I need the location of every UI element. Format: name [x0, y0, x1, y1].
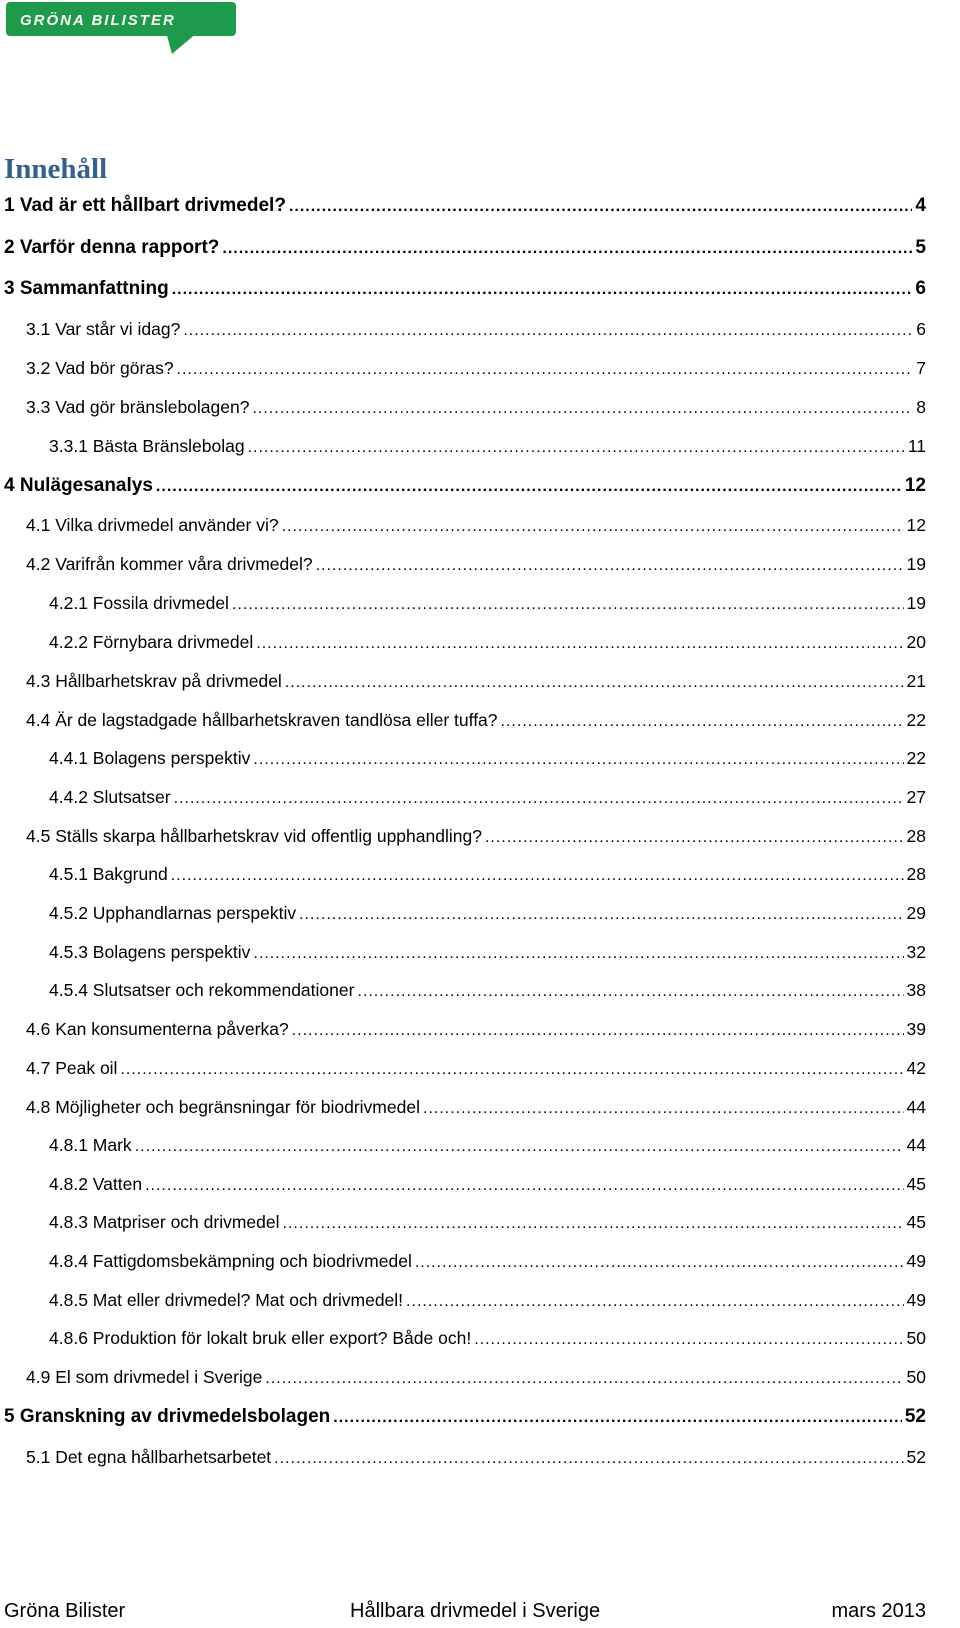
- toc-entry-label: 5.1 Det egna hållbarhetsarbetet: [26, 1447, 272, 1467]
- toc-entry-page: 6: [915, 278, 926, 299]
- toc-entry-label: 4 Nulägesanalys: [4, 475, 153, 496]
- toc-entry-page: 49: [906, 1290, 926, 1310]
- toc-dot-leader: [474, 1326, 903, 1354]
- toc-entry-page: 7: [916, 358, 926, 378]
- toc-dot-leader: [120, 1056, 903, 1084]
- toc-entry-page: 27: [906, 787, 926, 807]
- toc-entry-page: 22: [906, 748, 926, 768]
- toc-dot-leader: [253, 746, 903, 774]
- toc-entry[interactable]: [4, 1403, 926, 1431]
- toc-entry[interactable]: [26, 550, 926, 578]
- toc-entry-label: 4.3 Hållbarhetskrav på drivmedel: [26, 671, 282, 691]
- toc-entry[interactable]: [49, 1324, 926, 1352]
- toc-entry-page: 12: [904, 475, 926, 496]
- toc-entry-page: 44: [906, 1135, 926, 1155]
- toc-dot-leader: [172, 276, 913, 304]
- toc-entry-page: 44: [906, 1097, 926, 1117]
- toc-entry-label: 4.2.1 Fossila drivmedel: [49, 593, 229, 613]
- toc-dot-leader: [145, 1172, 903, 1200]
- toc-entry-label: 4.2.2 Förnybara drivmedel: [49, 632, 254, 652]
- toc-entry-page: 29: [906, 903, 926, 923]
- toc-entry[interactable]: [26, 1363, 926, 1391]
- toc-entry-label: 4.8.5 Mat eller drivmedel? Mat och drivmedel!: [49, 1290, 404, 1310]
- toc-entry[interactable]: [4, 234, 926, 262]
- toc-entry[interactable]: [26, 315, 926, 343]
- toc-entry-label: 4.5.3 Bolagens perspektiv: [49, 942, 251, 962]
- toc-entry-page: 42: [906, 1058, 926, 1078]
- toc-entry-label: 4.8.1 Mark: [49, 1135, 132, 1155]
- toc-entry-label: 4.8.4 Fattigdomsbekämpning och biodrivmedel: [49, 1251, 412, 1271]
- toc-entry[interactable]: [49, 1208, 926, 1236]
- toc-dot-leader: [501, 708, 904, 736]
- toc-entry[interactable]: [4, 275, 926, 303]
- toc-entry-label: 1 Vad är ett hållbart drivmedel?: [4, 195, 286, 216]
- toc-entry-page: 52: [904, 1406, 926, 1427]
- toc-dot-leader: [333, 1404, 902, 1432]
- toc-entry-page: 49: [906, 1251, 926, 1271]
- toc-dot-leader: [252, 395, 913, 423]
- toc-entry[interactable]: [26, 1015, 926, 1043]
- toc-dot-leader: [253, 940, 903, 968]
- toc-entry[interactable]: [4, 472, 926, 500]
- toc-entry[interactable]: [26, 667, 926, 695]
- toc-dot-leader: [248, 434, 905, 462]
- toc-entry[interactable]: [26, 354, 926, 382]
- svg-text:GRÖNA BILISTER: GRÖNA BILISTER: [20, 12, 176, 29]
- toc-entry-page: 45: [906, 1212, 926, 1232]
- toc-entry-page: 28: [906, 864, 926, 884]
- toc-entry-label: 4.4.2 Slutsatser: [49, 787, 171, 807]
- toc-entry-label: 3.3.1 Bästa Bränslebolag: [49, 436, 245, 456]
- toc-dot-leader: [316, 552, 904, 580]
- toc-entry-page: 5: [915, 237, 926, 258]
- toc-dot-leader: [174, 785, 904, 813]
- toc-entry[interactable]: [49, 899, 926, 927]
- toc-entry[interactable]: [26, 1093, 926, 1121]
- toc-entry-label: 5 Granskning av drivmedelsbolagen: [4, 1406, 331, 1427]
- toc-entry[interactable]: [26, 706, 926, 734]
- toc-entry-label: 4.7 Peak oil: [26, 1058, 118, 1078]
- toc-dot-leader: [285, 669, 904, 697]
- toc-entry-page: 19: [906, 554, 926, 574]
- toc-dot-leader: [274, 1445, 903, 1473]
- toc-entry[interactable]: [26, 511, 926, 539]
- toc-dot-leader: [171, 862, 904, 890]
- toc-entry-page: 11: [907, 436, 926, 456]
- toc-entry[interactable]: [49, 976, 926, 1004]
- toc-entry-page: 8: [916, 397, 926, 417]
- toc-entry-label: 4.9 El som drivmedel i Sverige: [26, 1367, 263, 1387]
- toc-entry-label: 4.8.6 Produktion för lokalt bruk eller export? Både och!: [49, 1328, 472, 1348]
- toc-dot-leader: [256, 630, 903, 658]
- toc-dot-leader: [265, 1365, 903, 1393]
- toc-entry-label: 4.6 Kan konsumenterna påverka?: [26, 1019, 289, 1039]
- toc-entry[interactable]: [49, 1247, 926, 1275]
- toc-entry-page: 22: [906, 710, 926, 730]
- toc-entry-label: 2 Varför denna rapport?: [4, 237, 220, 258]
- toc-entry-page: 32: [906, 942, 926, 962]
- toc-entry-page: 39: [906, 1019, 926, 1039]
- toc-entry-label: 3.1 Var står vi idag?: [26, 319, 181, 339]
- toc-dot-leader: [357, 978, 903, 1006]
- toc-dot-leader: [183, 317, 913, 345]
- toc-entry-label: 4.4.1 Bolagens perspektiv: [49, 748, 251, 768]
- toc-entry[interactable]: [26, 1443, 926, 1471]
- toc-title: Innehåll: [4, 153, 108, 185]
- page-footer: [0, 1596, 960, 1626]
- toc-dot-leader: [222, 235, 912, 263]
- toc-entry[interactable]: [49, 1286, 926, 1314]
- toc-dot-leader: [156, 473, 902, 501]
- toc-entry[interactable]: [49, 938, 926, 966]
- toc-entry-label: 4.8.3 Matpriser och drivmedel: [49, 1212, 280, 1232]
- toc-entry[interactable]: [49, 589, 926, 617]
- toc-dot-leader: [289, 193, 912, 221]
- toc-entry[interactable]: [49, 783, 926, 811]
- toc-entry-page: 50: [906, 1367, 926, 1387]
- footer-report-title: Hållbara drivmedel i Sverige: [350, 1600, 601, 1622]
- toc-entry[interactable]: [26, 393, 926, 421]
- toc-entry-label: 4.5.2 Upphandlarnas perspektiv: [49, 903, 297, 923]
- toc-entry[interactable]: [49, 432, 926, 460]
- toc-entry-page: 28: [906, 826, 926, 846]
- footer-date: mars 2013: [831, 1600, 926, 1622]
- toc-entry-label: 4.5 Ställs skarpa hållbarhetskrav vid offentlig upphandling?: [26, 826, 482, 846]
- toc-entry-page: 38: [906, 980, 926, 1000]
- toc-entry-page: 52: [906, 1447, 926, 1467]
- toc-entry-label: 4.4 Är de lagstadgade hållbarhetskraven tandlösa eller tuffa?: [26, 710, 498, 730]
- toc-dot-leader: [423, 1095, 904, 1123]
- toc-dot-leader: [283, 1210, 904, 1238]
- toc-entry-label: 3.3 Vad gör bränslebolagen?: [26, 397, 250, 417]
- toc-entry-page: 45: [906, 1174, 926, 1194]
- toc-entry-label: 3 Sammanfattning: [4, 278, 169, 299]
- toc-dot-leader: [177, 356, 914, 384]
- toc-entry-page: 19: [906, 593, 926, 613]
- toc-entry[interactable]: [4, 192, 926, 220]
- toc-entry[interactable]: [49, 860, 926, 888]
- toc-dot-leader: [232, 591, 904, 619]
- toc-entry-label: 4.2 Varifrån kommer våra drivmedel?: [26, 554, 313, 574]
- toc-entry-page: 6: [916, 319, 926, 339]
- toc-entry[interactable]: [26, 1054, 926, 1082]
- toc-dot-leader: [485, 824, 904, 852]
- toc-entry[interactable]: [49, 744, 926, 772]
- footer-organization: Gröna Bilister: [4, 1600, 126, 1622]
- toc-entry-page: 21: [906, 671, 926, 691]
- grona-bilister-logo: [6, 2, 248, 58]
- toc-entry-page: 50: [906, 1328, 926, 1348]
- toc-entry-label: 4.5.1 Bakgrund: [49, 864, 168, 884]
- toc-entry[interactable]: [49, 628, 926, 656]
- toc-dot-leader: [135, 1133, 904, 1161]
- toc-entry-page: 20: [906, 632, 926, 652]
- toc-dot-leader: [282, 513, 904, 541]
- toc-entry-label: 4.8.2 Vatten: [49, 1174, 143, 1194]
- toc-entry[interactable]: [49, 1131, 926, 1159]
- toc-entry-label: 4.8 Möjligheter och begränsningar för biodrivmedel: [26, 1097, 420, 1117]
- toc-dot-leader: [299, 901, 903, 929]
- toc-entry-page: 12: [906, 515, 926, 535]
- toc-entry[interactable]: [26, 822, 926, 850]
- toc-entry-label: 4.5.4 Slutsatser och rekommendationer: [49, 980, 355, 1000]
- toc-dot-leader: [292, 1017, 904, 1045]
- toc-entry-label: 4.1 Vilka drivmedel använder vi?: [26, 515, 279, 535]
- toc-entry-page: 4: [915, 195, 926, 216]
- toc-dot-leader: [406, 1288, 903, 1316]
- toc-dot-leader: [415, 1249, 904, 1277]
- toc-entry[interactable]: [49, 1170, 926, 1198]
- toc-entry-label: 3.2 Vad bör göras?: [26, 358, 174, 378]
